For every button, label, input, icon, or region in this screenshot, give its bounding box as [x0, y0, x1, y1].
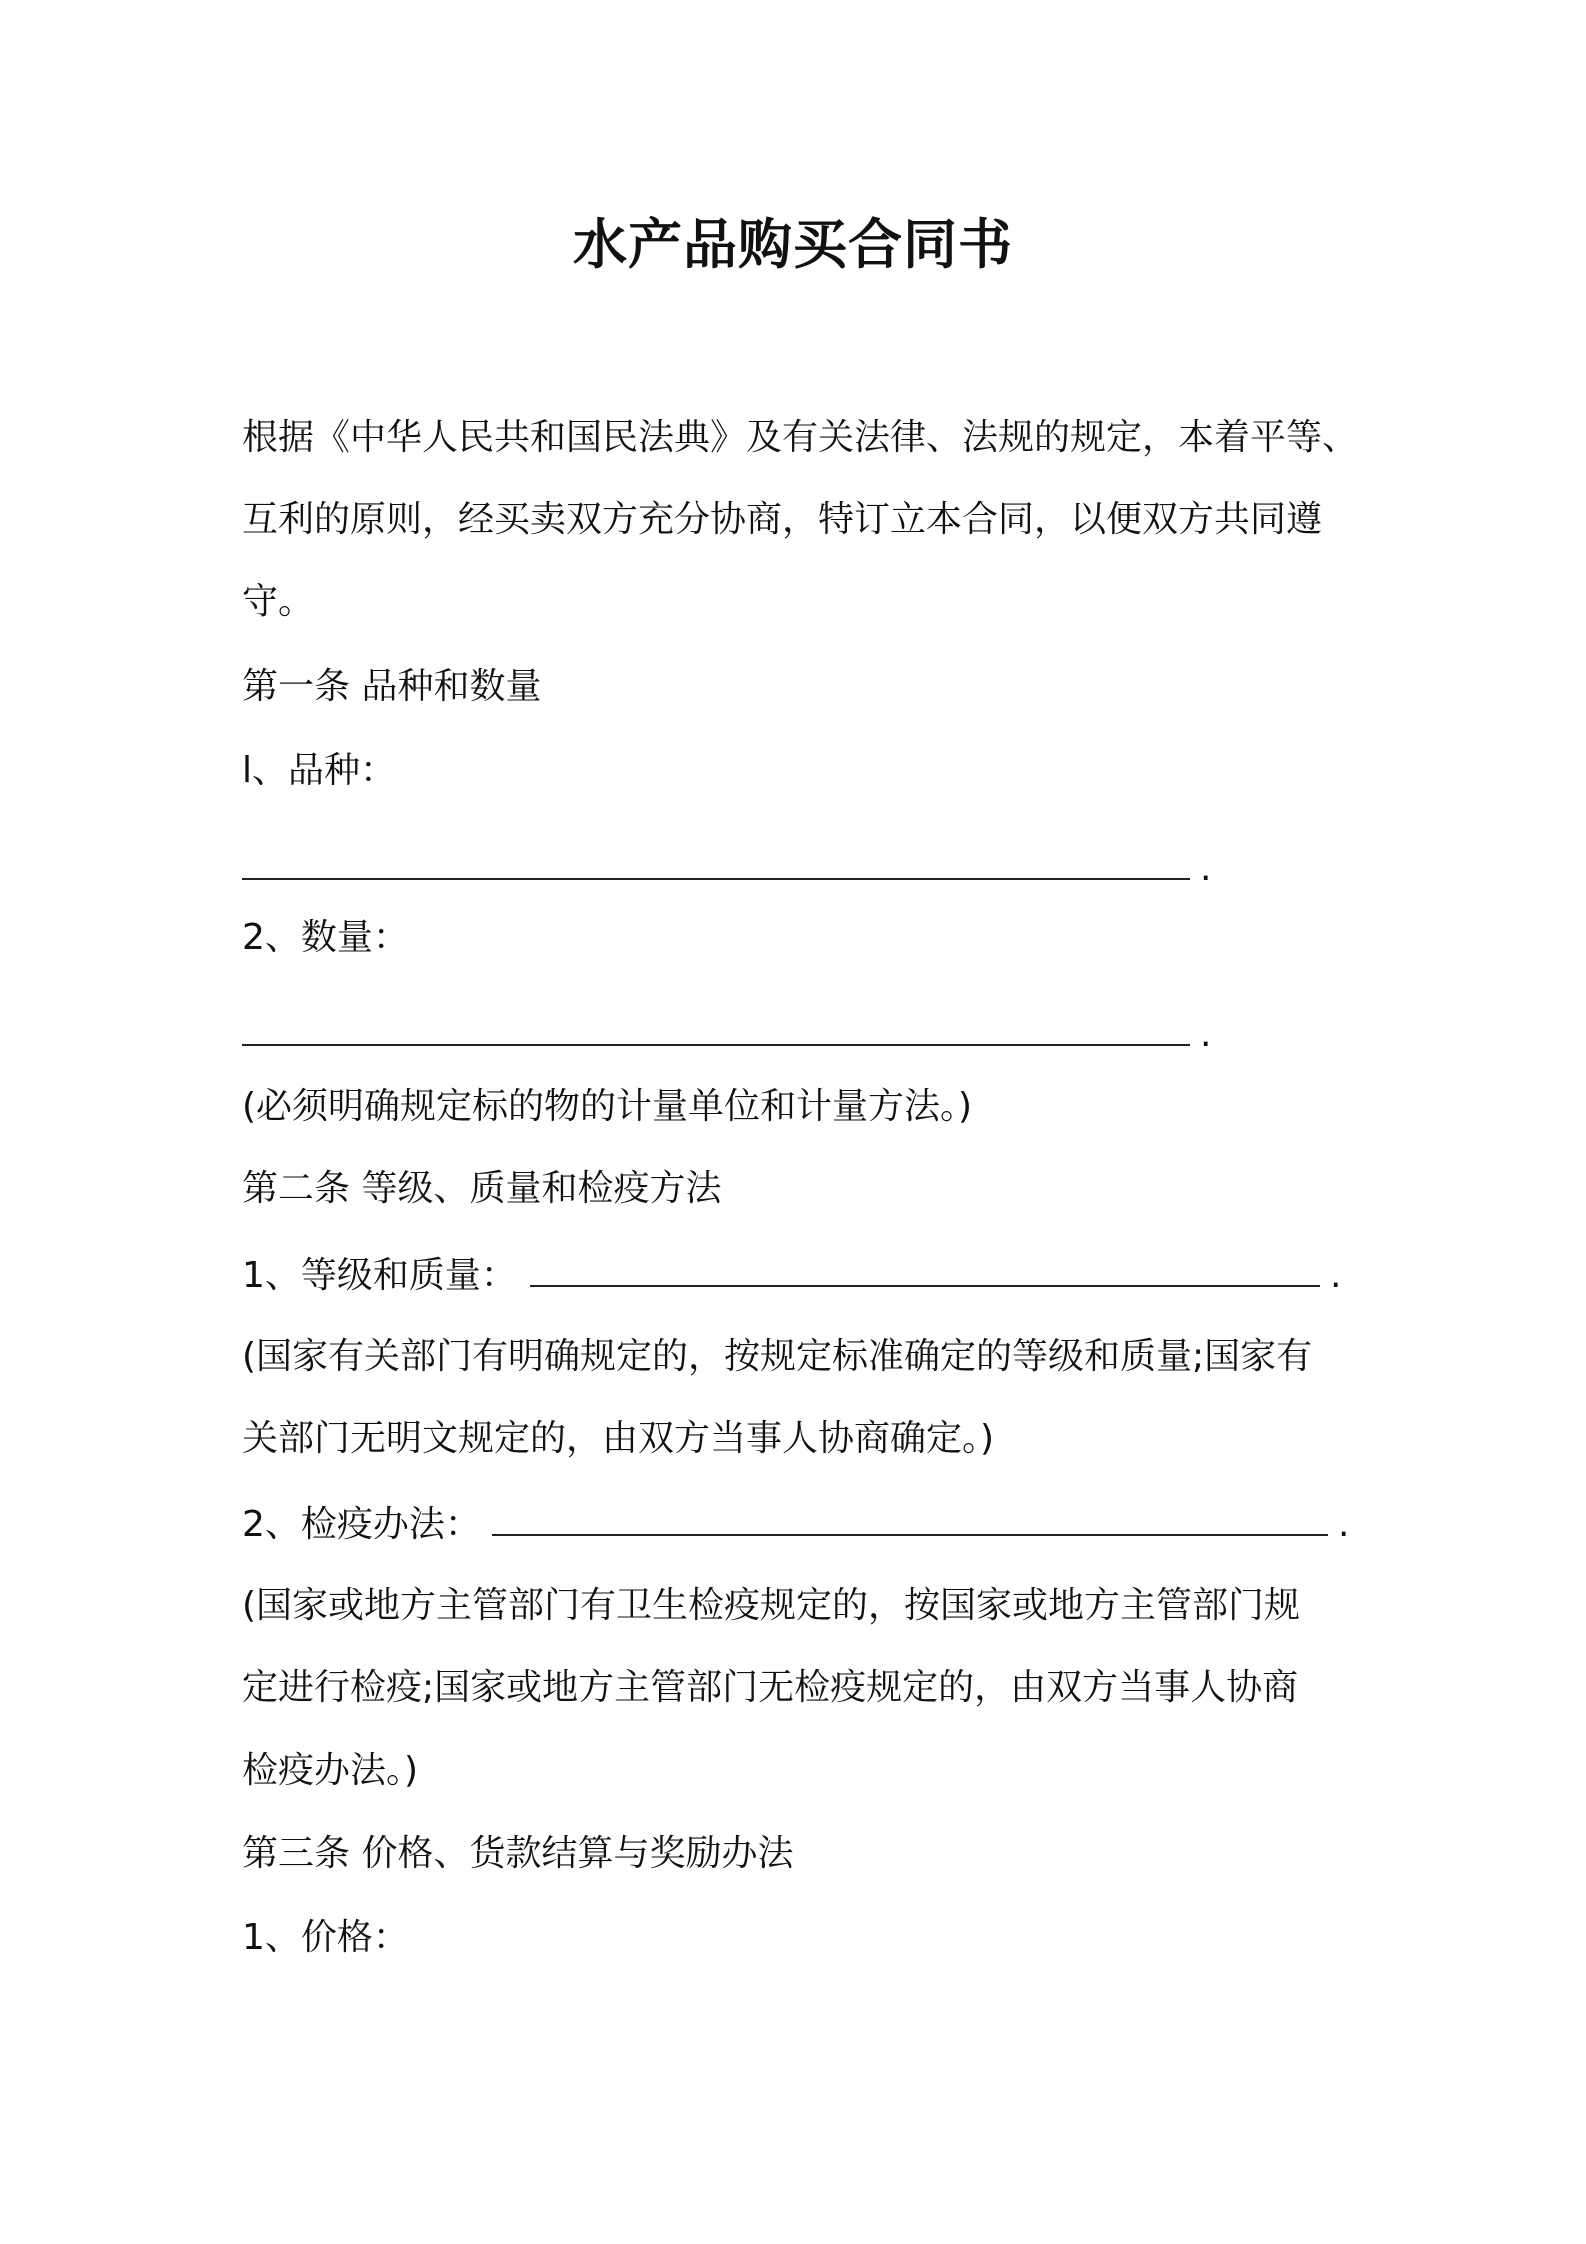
fill-in-underline: [530, 1255, 1320, 1287]
article1-item1-blank[interactable]: [242, 842, 1211, 896]
article1-note: (必须明确规定标的物的计量单位和计量方法。): [242, 1086, 973, 1127]
fill-in-underline: [242, 1014, 1190, 1046]
fill-in-underline: [242, 848, 1190, 880]
article2-item1-note-line-2: 关部门无明文规定的，由双方当事人协商确定。): [242, 1418, 995, 1459]
article2-item2-note-line-3: 检疫办法。): [242, 1750, 419, 1791]
document-title: 水产品购买合同书: [573, 213, 1013, 276]
article2-heading: 第二条 等级、质量和检疫方法: [242, 1168, 722, 1209]
article2-item1-note-line-1: (国家有关部门有明确规定的，按规定标准确定的等级和质量;国家有: [242, 1336, 1313, 1377]
article2-item2-note-line-2: 定进行检疫;国家或地方主管部门无检疫规定的，由双方当事人协商: [242, 1667, 1299, 1708]
article1-item2-blank[interactable]: [242, 1008, 1211, 1062]
article3-item1-label: 1、价格：: [242, 1917, 409, 1958]
article2-item2-note-line-1: (国家或地方主管部门有卫生检疫规定的，按国家或地方主管部门规: [242, 1585, 1301, 1626]
article3-heading: 第三条 价格、货款结算与奖励办法: [242, 1833, 794, 1874]
article2-item1-blank[interactable]: [530, 1249, 1341, 1303]
intro-line-2: 互利的原则，经买卖双方充分协商，特订立本合同，以便双方共同遵: [242, 499, 1323, 540]
intro-line-1: 根据《中华人民共和国民法典》及有关法律、法规的规定，本着平等、: [242, 417, 1359, 458]
article2-item2-blank[interactable]: [492, 1498, 1349, 1552]
blank-end-mark: .: [1330, 1255, 1342, 1296]
article1-item2-label: 2、数量：: [242, 917, 409, 958]
article1-heading: 第一条 品种和数量: [242, 666, 542, 707]
blank-end-mark: .: [1200, 848, 1212, 889]
intro-line-3: 守。: [242, 581, 315, 622]
blank-end-mark: .: [1338, 1504, 1350, 1545]
article2-item2-label: 2、检疫办法：: [242, 1504, 481, 1545]
article2-item1-label: 1、等级和质量：: [242, 1255, 517, 1296]
blank-end-mark: .: [1200, 1014, 1212, 1055]
article1-item1-label: l、品种：: [242, 750, 397, 791]
fill-in-underline: [492, 1504, 1328, 1536]
